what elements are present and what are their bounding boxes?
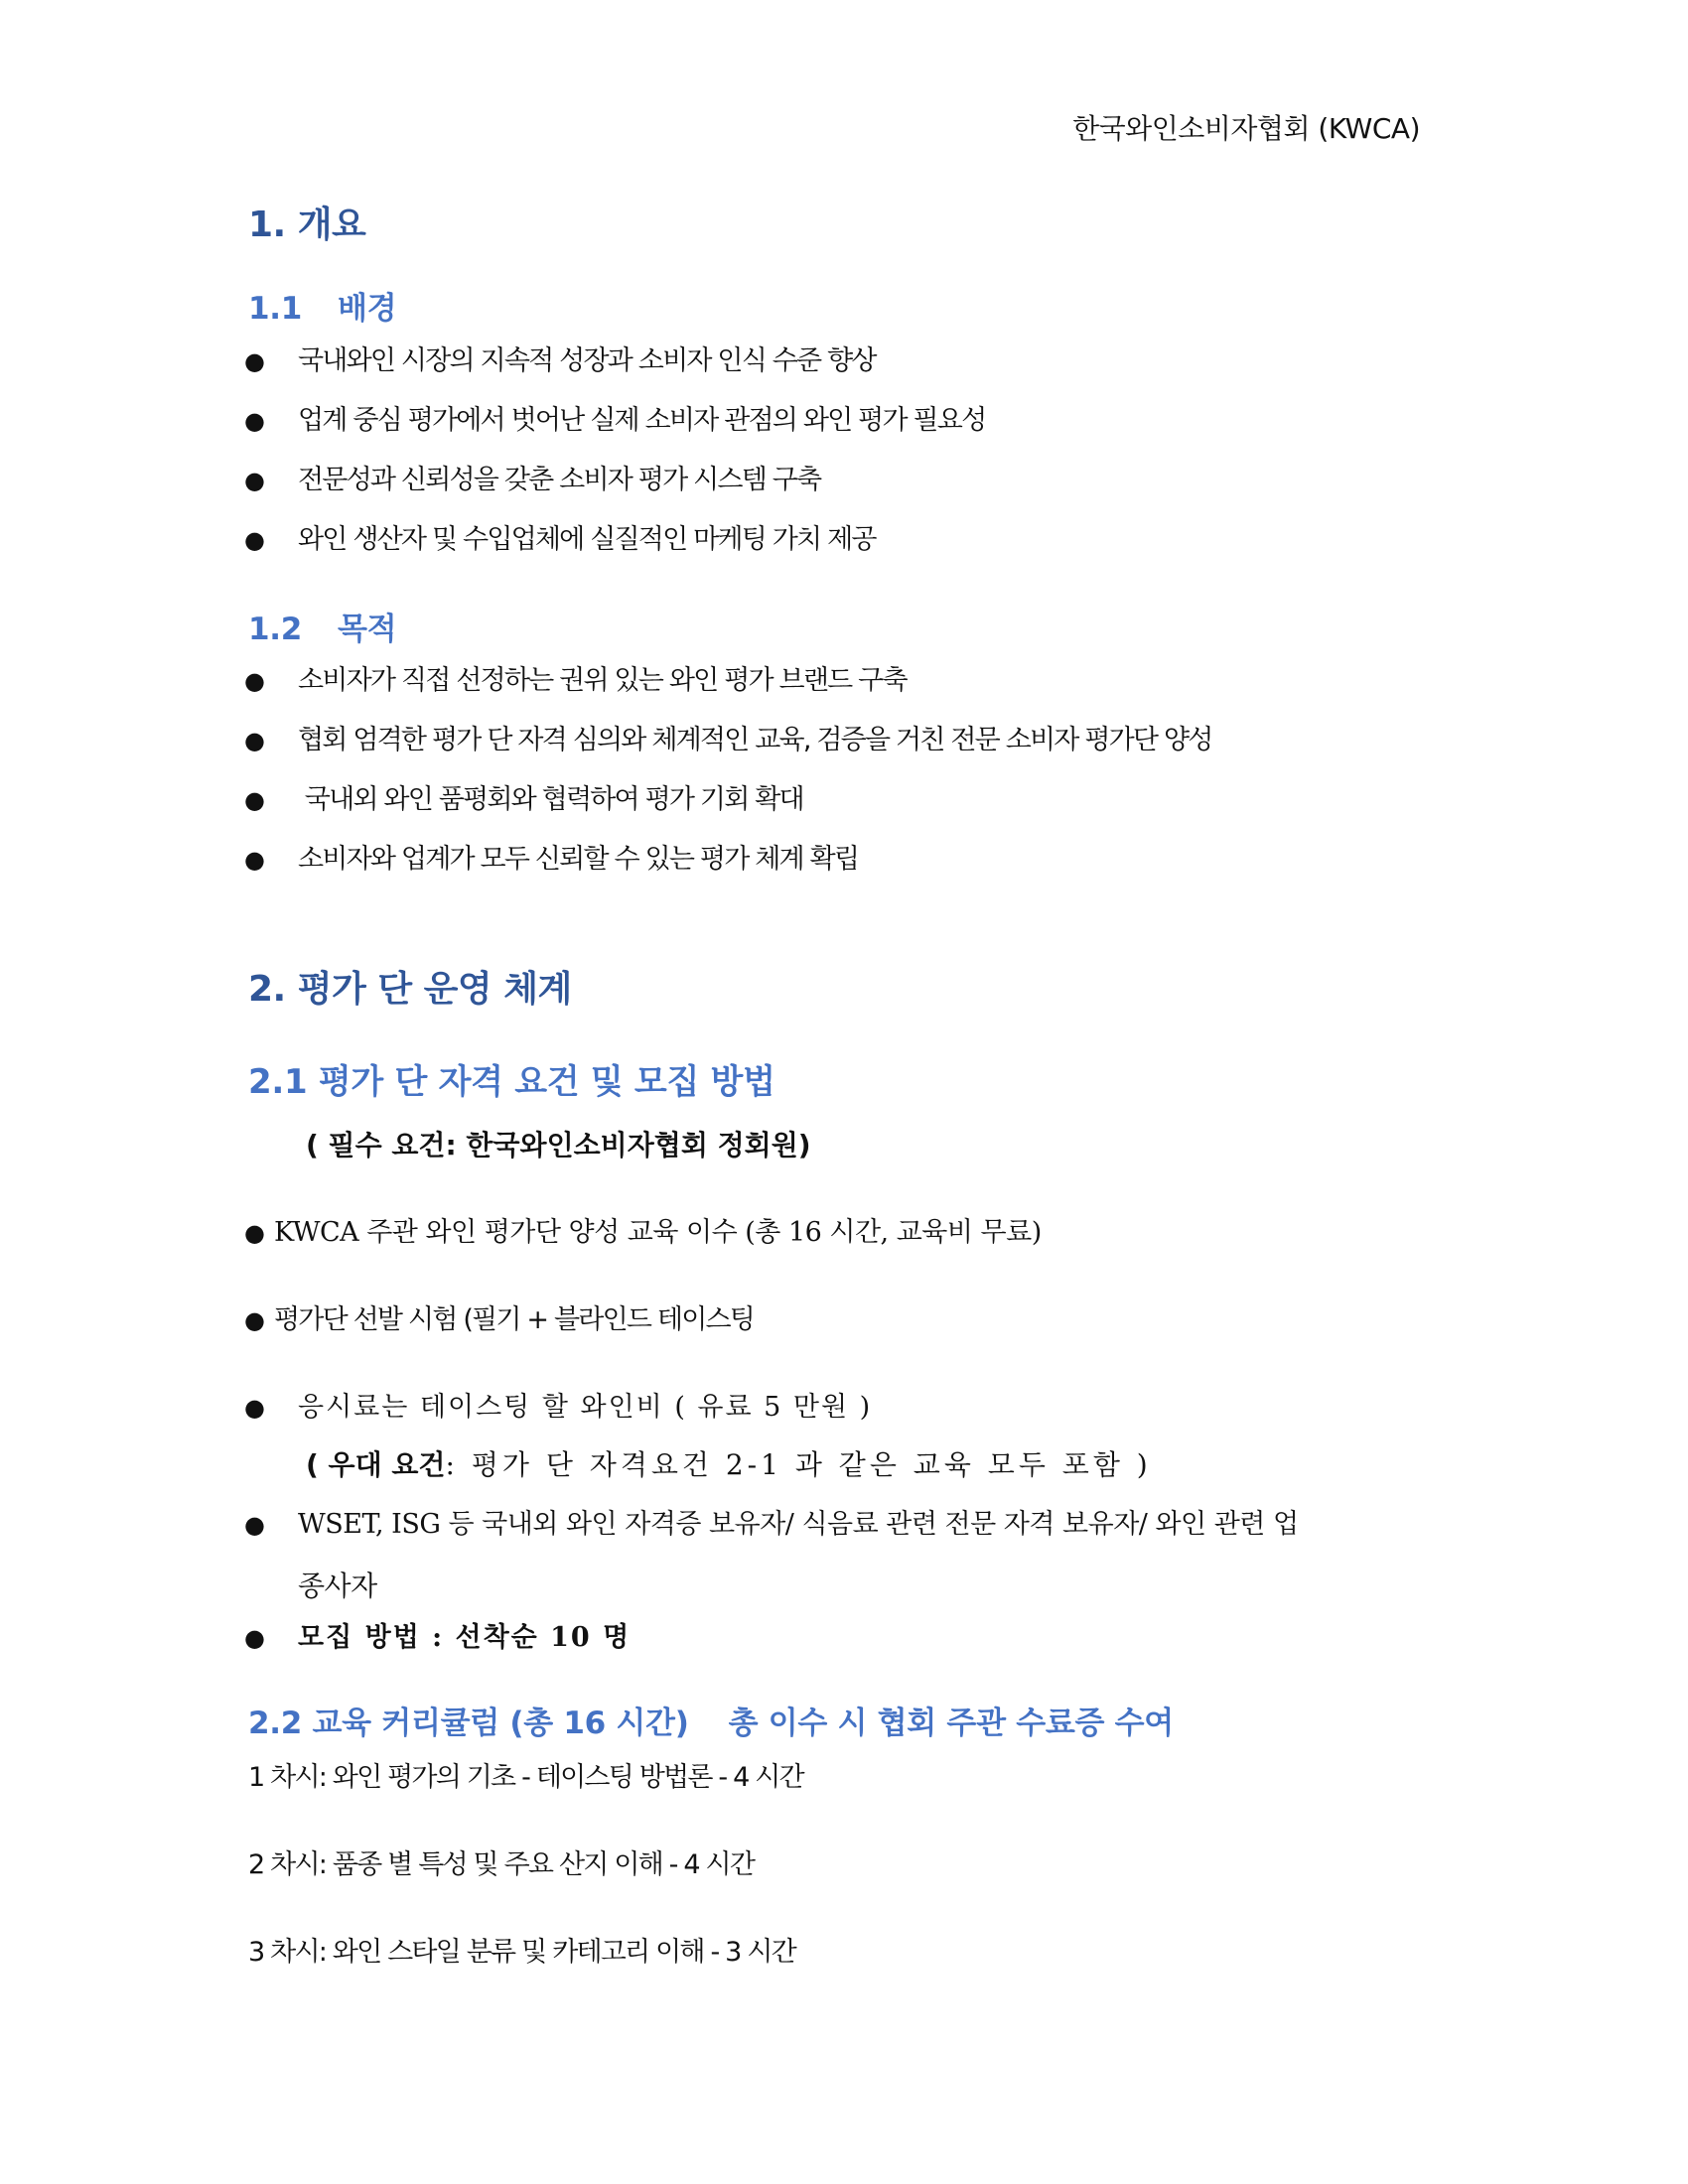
purpose-item: ● 소비자가 직접 선정하는 권위 있는 와인 평가 브랜드 구축 [244,661,907,701]
organization-header: 한국와인소비자협회 (KWCA) [1072,112,1420,145]
bullet-icon: ● [244,1511,265,1539]
fee-item: ● 응시료는 테이스팅 할 와인비 ( 유료 5 만원 ) [244,1388,872,1428]
background-item: ● 와인 생산자 및 수입업체에 실질적인 마케팅 가치 제공 [244,520,876,560]
required-requirements-note: ( 필수 요건: 한국와인소비자협회 정회원) [306,1129,811,1161]
preferred-item-continuation: 종사자 [298,1570,377,1602]
subsection-label: 배경 [338,291,397,327]
section-1-title: 1. 개요 [248,205,366,245]
recruit-item: ● 모집 방법 : 선착순 10 명 [244,1618,631,1658]
bullet-icon: ● [244,526,265,554]
bullet-icon: ● [244,1624,265,1652]
bullet-icon: ● [244,407,265,435]
bullet-icon: ● [244,667,265,695]
subsection-1-2-title [248,604,396,648]
purpose-item: ● 협회 엄격한 평가 단 자격 심의와 체계적인 교육, 검증을 거친 전문 소비자 평가단 양성 [244,721,1212,760]
background-item: ● 전문성과 신뢰성을 갖춘 소비자 평가 시스템 구축 [244,461,820,500]
curriculum-item: 2 차시: 품종 별 특성 및 주요 산지 이해 - 4 시간 [248,1849,755,1880]
background-item: ● 국내와인 시장의 지속적 성장과 소비자 인식 수준 향상 [244,341,876,381]
background-item: ● 업계 중심 평가에서 벗어난 실제 소비자 관점의 와인 평가 필요성 [244,401,985,441]
required-item: ● 평가단 선발 시험 (필기 + 블라인드 테이스팅 [244,1300,754,1340]
required-item: ● KWCA 주관 와인 평가단 양성 교육 이수 (총 16 시간, 교육비 무료) [244,1213,1042,1253]
purpose-item: ● 국내외 와인 품평회와 협력하여 평가 기회 확대 [244,780,803,820]
subsection-1-1-title [248,283,396,328]
bullet-icon: ● [244,846,265,874]
subsection-2-1-title: 2.1 평가 단 자격 요건 및 모집 방법 [248,1062,775,1102]
preferred-note-text: : 평가 단 자격요건 2-1 과 같은 교육 모두 포함 ) [445,1448,1152,1481]
section-2-title: 2. 평가 단 운영 체계 [248,969,572,1010]
certificate-note: 총 이수 시 협회 주관 수료증 수여 [728,1706,1174,1741]
preferred-requirements-note [306,1445,1152,1485]
bullet-icon: ● [244,727,265,754]
bullet-icon: ● [244,786,265,814]
bullet-icon: ● [244,1219,265,1247]
subsection-2-2-title [248,1698,1174,1742]
preferred-note-label: ( 우대 요건 [306,1448,446,1481]
curriculum-item: 1 차시: 와인 평가의 기초 - 테이스팅 방법론 - 4 시간 [248,1762,803,1793]
purpose-item: ● 소비자와 업계가 모두 신뢰할 수 있는 평가 체계 확립 [244,840,858,880]
curriculum-item: 3 차시: 와인 스타일 분류 및 카테고리 이해 - 3 시간 [248,1937,795,1968]
subsection-number: 1.2 [248,612,303,647]
bullet-icon: ● [244,467,265,494]
subsection-number: 1.1 [248,291,303,327]
curriculum-title: 2.2 교육 커리큘럼 (총 16 시간) [248,1706,689,1741]
preferred-item: ● WSET, ISG 등 국내외 와인 자격증 보유자/ 식음료 관련 전문 자격 보유자/ 와인 관련 업 [244,1505,1299,1545]
bullet-icon: ● [244,1306,265,1334]
bullet-icon: ● [244,347,265,375]
bullet-icon: ● [244,1394,265,1422]
subsection-label: 목적 [338,612,397,647]
